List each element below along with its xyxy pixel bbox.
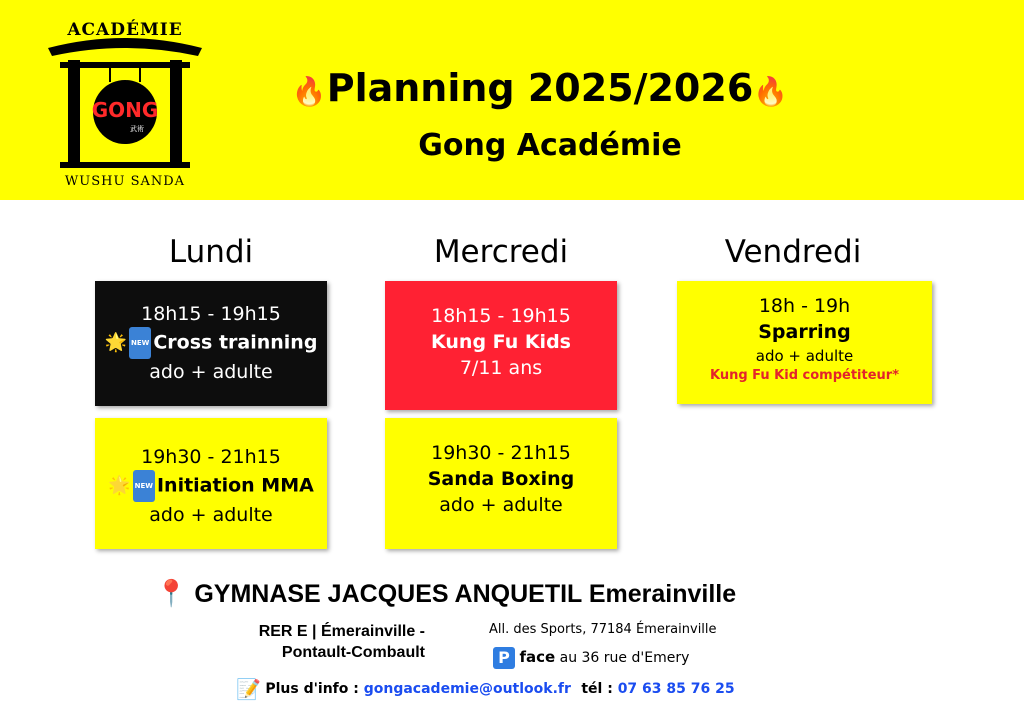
rer-line-1: RER E | Émerainville -	[258, 623, 425, 640]
logo-top-text: ACADÉMIE	[67, 20, 183, 40]
tel-label: tél :	[581, 681, 618, 697]
header-banner	[0, 0, 1024, 200]
page-title	[280, 66, 800, 110]
parking-rest: au 36 rue d'Emery	[555, 650, 690, 666]
logo-gong-text: GONG	[91, 98, 159, 122]
fire-icon: 🔥	[753, 75, 789, 108]
page-subtitle: Gong Académie	[418, 128, 682, 163]
schedule-card-mercredi-2	[385, 418, 617, 549]
memo-icon: 📝	[236, 677, 261, 701]
card-audience: 7/11 ans	[459, 357, 543, 379]
venue-address: All. des Sports, 77184 Émerainville	[489, 622, 717, 637]
parking-info	[493, 647, 689, 669]
schedule-card-lundi-1	[95, 281, 327, 406]
card-time: 19h30 - 21h15	[141, 446, 281, 468]
card-audience: ado + adulte	[149, 361, 273, 383]
card-class-name	[95, 327, 327, 359]
card-class-label: Initiation MMA	[156, 474, 314, 497]
title-text: Planning 2025/2026	[326, 66, 754, 110]
rer-line-2: Pontault-Combault	[281, 644, 425, 661]
schedule-card-vendredi-1	[677, 281, 932, 404]
contact-info	[236, 677, 735, 701]
card-class-name: Sparring	[758, 321, 851, 343]
venue-title	[155, 578, 736, 609]
day-heading-lundi: Lundi	[168, 234, 254, 270]
card-class-name	[95, 470, 327, 502]
logo-bottom-text: WUSHU SANDA	[64, 174, 186, 189]
card-audience: ado + adulte	[439, 494, 563, 516]
parking-icon: P	[493, 647, 515, 669]
contact-email-link[interactable]: gongacademie@outlook.fr	[363, 681, 571, 697]
card-time: 19h30 - 21h15	[431, 442, 571, 464]
new-badge-icon: NEW	[129, 327, 151, 359]
schedule-card-lundi-2	[95, 418, 327, 549]
pin-icon: 📍	[155, 578, 188, 608]
card-time: 18h15 - 19h15	[431, 305, 571, 327]
logo-chinese-text: 武術	[130, 125, 144, 133]
card-note: Kung Fu Kid compétiteur*	[709, 368, 900, 383]
new-badge-icon: NEW	[133, 470, 155, 502]
gong-academie-logo	[40, 20, 210, 195]
star-icon: 🌟	[108, 475, 131, 496]
fire-icon: 🔥	[291, 75, 327, 108]
parking-bold: face	[519, 648, 556, 666]
card-time: 18h15 - 19h15	[141, 303, 281, 325]
day-heading-mercredi: Mercredi	[433, 234, 569, 270]
rer-info	[215, 621, 425, 663]
card-class-name: Sanda Boxing	[427, 468, 575, 490]
card-class-name: Kung Fu Kids	[431, 331, 571, 353]
day-heading-vendredi: Vendredi	[724, 234, 862, 270]
star-icon: 🌟	[104, 332, 127, 353]
card-audience: ado + adulte	[149, 504, 273, 526]
schedule-card-mercredi-1	[385, 281, 617, 410]
card-time: 18h - 19h	[758, 295, 851, 317]
card-audience: ado + adulte	[755, 347, 854, 365]
contact-label: Plus d'info :	[265, 681, 364, 697]
card-class-label: Cross trainning	[153, 331, 318, 354]
venue-name: GYMNASE JACQUES ANQUETIL Emerainville	[194, 580, 737, 608]
contact-phone-link[interactable]: 07 63 85 76 25	[617, 681, 735, 697]
